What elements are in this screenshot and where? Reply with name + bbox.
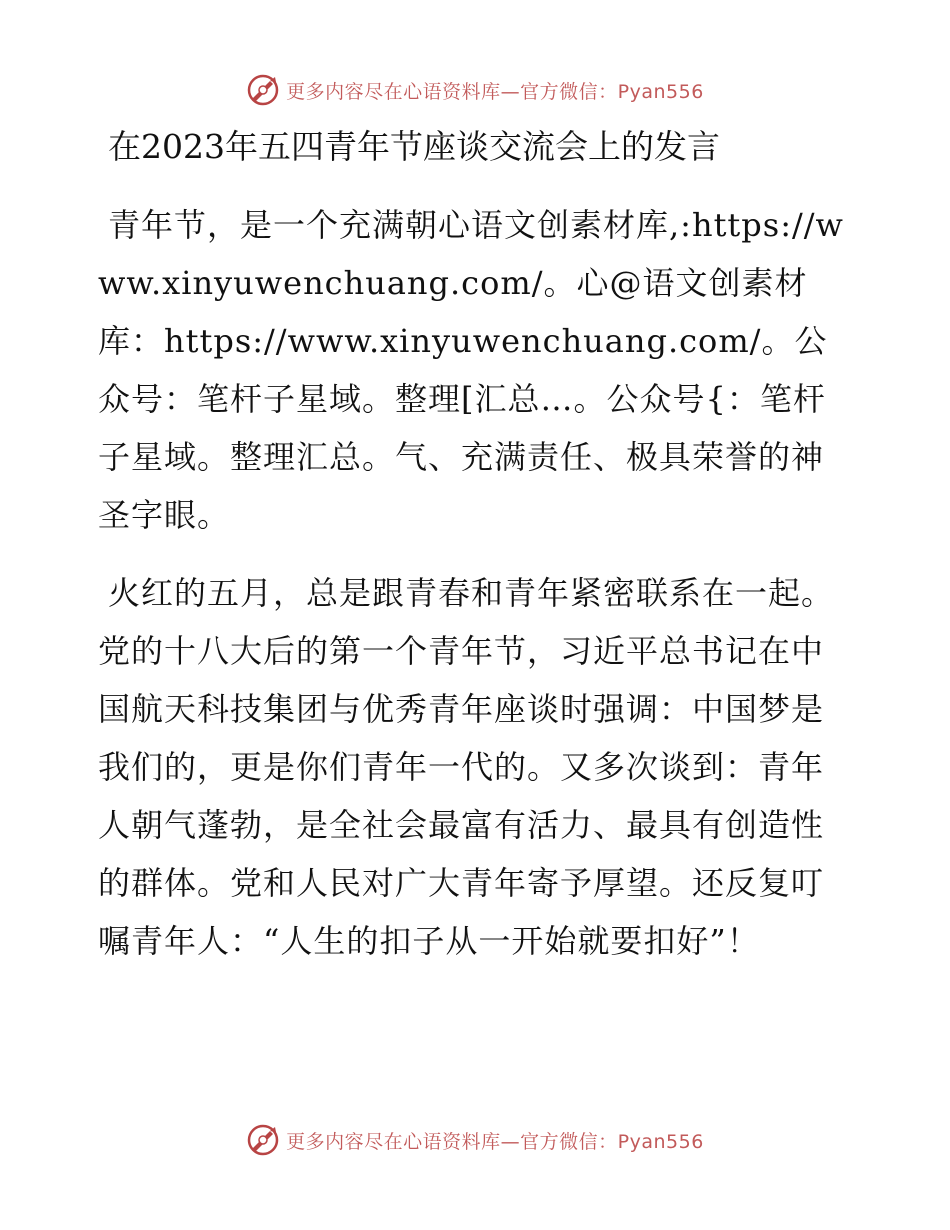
document-title: 在2023年五四青年节座谈交流会上的发言 (108, 127, 720, 166)
header-banner (0, 70, 950, 110)
quill-logo-icon (246, 1123, 280, 1157)
paragraph-1 (98, 196, 850, 544)
paragraph-1-text: 青年节，是一个充满朝心语文创素材库,:https://www.xinyuwenchuang.com/。心@语文创素材库：https://www.xinyuwenchuang.com/。公众号：笔杆子星域。整理[汇总…。公众号{：笔杆子星域。整理汇总。气、充满责任、极具荣誉的神圣字眼。 (98, 206, 844, 534)
footer-banner-text: 更多内容尽在心语资料库—官方微信：Pyan556 (286, 1130, 704, 1153)
document-body (98, 118, 850, 970)
header-banner-text: 更多内容尽在心语资料库—官方微信：Pyan556 (286, 80, 704, 103)
quill-logo-icon (246, 73, 280, 107)
paragraph-2 (98, 564, 850, 970)
paragraph-2-text: 火红的五月，总是跟青春和青年紧密联系在一起。党的十八大后的第一个青年节，习近平总书记在中国航天科技集团与优秀青年座谈时强调：中国梦是我们的，更是你们青年一代的。又多次谈到：青年人朝气蓬勃，是全社会最富有活力、最具有创造性的群体。党和人民对广大青年寄予厚望。还反复叮嘱青年人：“人生的扣子从一开始就要扣好”！ (98, 574, 835, 960)
footer-banner (0, 1120, 950, 1160)
